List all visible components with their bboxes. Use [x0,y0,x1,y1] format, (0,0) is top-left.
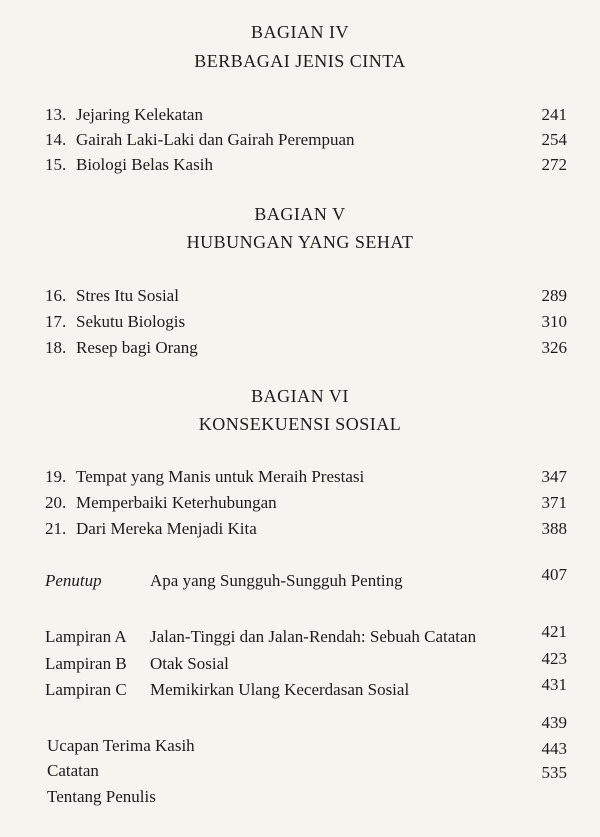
closing-page: 407 [541,565,567,584]
entry-number: 13. [45,105,67,124]
end-item-acknowledgements[interactable]: Ucapan Terima Kasih [47,736,195,755]
appendix-page: 423 [541,649,567,668]
section-title-heading: KONSEKUENSI SOSIAL [198,414,402,434]
entry-page: 289 [541,286,567,305]
entry-number: 15. [45,155,67,174]
end-page-number: 443 [541,739,567,758]
closing-title: Apa yang Sungguh-Sungguh Penting [150,571,403,590]
entry-page: 388 [541,519,567,538]
end-item-about-author[interactable]: Tentang Penulis [47,787,156,806]
appendix-entry[interactable] [45,649,567,675]
entry-title: Sekutu Biologis [76,312,186,331]
end-item-notes[interactable]: Catatan [47,761,99,780]
closing-label: Penutup [45,571,102,590]
entry-page: 347 [541,467,567,486]
appendix-page: 421 [541,622,567,641]
appendix-label: Lampiran C [45,680,127,699]
toc-entry[interactable] [45,337,567,359]
appendix-entry[interactable] [45,675,567,701]
toc-entry[interactable] [45,311,567,333]
entry-number: 17. [45,312,67,331]
toc-entry[interactable] [45,518,567,540]
appendix-label: Lampiran A [45,627,127,646]
end-page-number: 439 [541,713,567,732]
entry-number: 16. [45,286,67,305]
appendix-title: Otak Sosial [150,654,229,673]
appendix-title: Jalan-Tinggi dan Jalan-Rendah: Sebuah Catatan [150,627,477,646]
entry-page: 371 [541,493,567,512]
entry-page: 326 [541,338,567,357]
entry-number: 21. [45,519,67,538]
appendix-page: 431 [541,675,567,694]
entry-title: Gairah Laki-Laki dan Gairah Perempuan [76,130,355,149]
toc-entry[interactable] [45,285,567,307]
entry-title: Biologi Belas Kasih [76,155,213,174]
section-part-heading: BAGIAN V [254,204,346,224]
end-page-number: 535 [541,763,567,782]
toc-entry[interactable] [45,154,567,176]
entry-page: 254 [541,130,567,149]
section-part-heading: BAGIAN IV [251,22,349,42]
entry-title: Tempat yang Manis untuk Meraih Prestasi [76,467,365,486]
appendix-label: Lampiran B [45,654,127,673]
toc-entry[interactable] [45,492,567,514]
entry-title: Stres Itu Sosial [76,286,179,305]
entry-page: 310 [541,312,567,331]
entry-title: Dari Mereka Menjadi Kita [76,519,257,538]
entry-title: Memperbaiki Keterhubungan [76,493,277,512]
toc-entry[interactable] [45,129,567,151]
entry-number: 20. [45,493,67,512]
appendix-entry[interactable] [45,622,567,648]
toc-entry[interactable] [45,104,567,126]
entry-number: 14. [45,130,67,149]
closing-entry[interactable] [45,565,567,592]
section-part-heading: BAGIAN VI [251,386,349,406]
entry-page: 272 [541,155,567,174]
appendix-title: Memikirkan Ulang Kecerdasan Sosial [150,680,410,699]
entry-page: 241 [541,105,567,124]
entry-number: 19. [45,467,67,486]
entry-title: Resep bagi Orang [76,338,198,357]
toc-entry[interactable] [45,466,567,488]
section-title-heading: BERBAGAI JENIS CINTA [194,51,406,71]
section-title-heading: HUBUNGAN YANG SEHAT [186,232,414,252]
entry-title: Jejaring Kelekatan [76,105,203,124]
entry-number: 18. [45,338,67,357]
